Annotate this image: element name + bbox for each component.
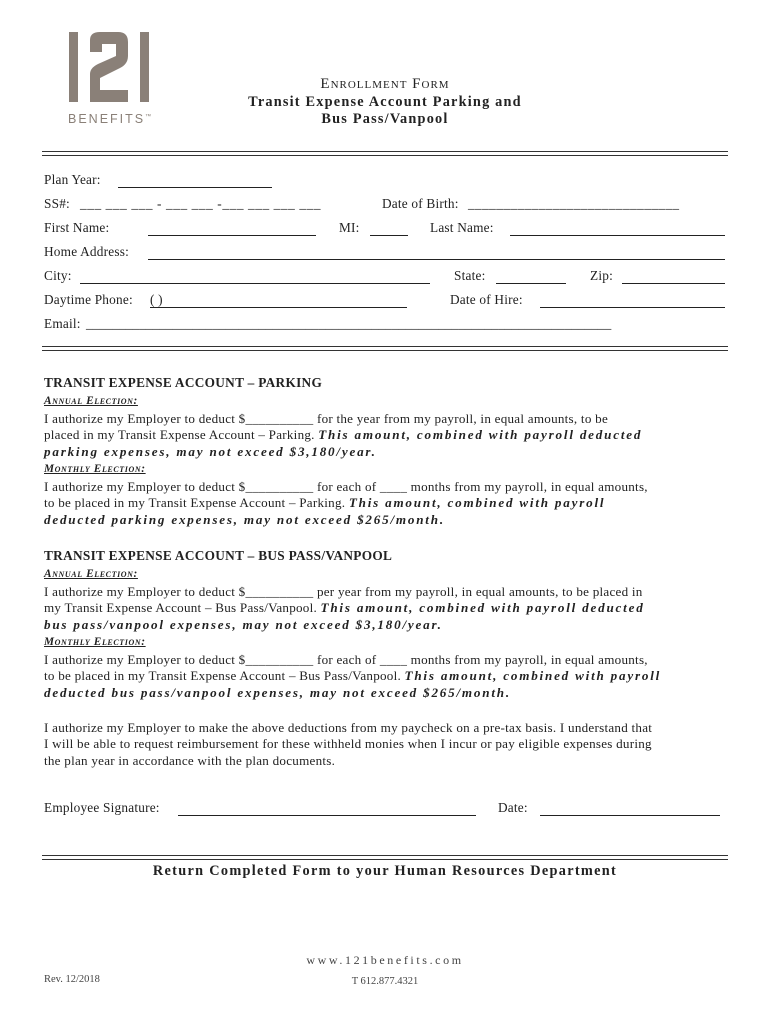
parking-monthly-text: I authorize my Employer to deduct $__________ for each of ____ months from my payroll, in equal amounts, to be placed in my Transit Expense Account – Parking. This amount, combined with payroll deducted parking expenses, may not exceed $265/month.: [44, 479, 648, 527]
phone-area-code: ( ): [150, 292, 163, 307]
dob-field[interactable]: ______________________________: [468, 196, 680, 211]
employee-signature-label: Employee Signature:: [44, 800, 160, 815]
state-field[interactable]: [496, 283, 566, 284]
parking-annual-text: I authorize my Employer to deduct $__________ for the year from my payroll, in equal amounts, to be placed in my Transit Expense Account – Parking. This amount, combined with payroll deducted parking expenses, may not exceed $3,180/year.: [44, 411, 643, 459]
ss-label: SS#:: [44, 196, 70, 211]
home-address-field[interactable]: [148, 259, 725, 260]
return-instructions: Return Completed Form to your Human Resources Department: [152, 863, 618, 879]
form-title: Enrollment Form: [320, 76, 450, 92]
email-label: Email:: [44, 316, 81, 331]
footer-divider: [42, 855, 728, 860]
fields-divider: [42, 346, 728, 351]
buspass-heading: TRANSIT EXPENSE ACCOUNT – BUS PASS/VANPOOL: [44, 548, 393, 563]
buspass-monthly-label: Monthly Election:: [44, 636, 146, 648]
signature-date-label: Date:: [498, 800, 528, 815]
revision-date: Rev. 12/2018: [44, 974, 100, 985]
logo-tm: ™: [145, 113, 152, 120]
header-divider: [42, 151, 728, 156]
employee-signature-field[interactable]: [178, 815, 476, 816]
email-field[interactable]: _______________________________________________________________________________: [86, 316, 612, 331]
mi-field[interactable]: [370, 235, 408, 236]
parking-annual-label: Annual Election:: [44, 395, 138, 407]
mi-label: MI:: [339, 220, 360, 235]
first-name-label: First Name:: [44, 220, 110, 235]
date-of-hire-label: Date of Hire:: [450, 292, 523, 307]
buspass-monthly-text: I authorize my Employer to deduct $__________ for each of ____ months from my payroll, in equal amounts, to be placed in my Transit Expense Account – Bus Pass/Vanpool. This amount, combined with payroll deducted bus pass/vanpool expenses, may not exceed $265/month.: [44, 652, 662, 700]
dob-label: Date of Birth:: [382, 196, 459, 211]
date-of-hire-field[interactable]: [540, 307, 725, 308]
buspass-annual-text: I authorize my Employer to deduct $__________ per year from my payroll, in equal amounts, to be placed in my Transit Expense Account – Bus Pass/Vanpool. This amount, combined with payroll deducted bus pass/vanpool expenses, may not exceed $3,180/year.: [44, 584, 645, 632]
plan-year-field[interactable]: [118, 187, 272, 188]
daytime-phone-field[interactable]: [150, 307, 407, 308]
buspass-annual-label: Annual Election:: [44, 568, 138, 580]
city-label: City:: [44, 268, 72, 283]
form-subtitle-line1: Transit Expense Account Parking and: [248, 94, 522, 110]
authorization-paragraph: I authorize my Employer to make the above deductions from my paycheck on a pre-tax basis. I understand that I will be able to request reimbursement for these withheld monies when I incur or pay eligible expenses during the plan year in accordance with the plan documents.: [44, 720, 653, 768]
last-name-label: Last Name:: [430, 220, 494, 235]
logo-121-mark: [66, 30, 156, 106]
website-link[interactable]: www.121benefits.com: [306, 953, 464, 967]
parking-monthly-label: Monthly Election:: [44, 463, 146, 475]
daytime-phone-label: Daytime Phone:: [44, 292, 133, 307]
parking-heading: TRANSIT EXPENSE ACCOUNT – PARKING: [44, 375, 323, 390]
plan-year-label: Plan Year:: [44, 172, 101, 187]
state-label: State:: [454, 268, 486, 283]
last-name-field[interactable]: [510, 235, 725, 236]
home-address-label: Home Address:: [44, 244, 129, 259]
ss-field[interactable]: ___ ___ ___ - ___ ___ -___ ___ ___ ___: [80, 196, 322, 211]
first-name-field[interactable]: [148, 235, 316, 236]
signature-date-field[interactable]: [540, 815, 720, 816]
zip-label: Zip:: [590, 268, 613, 283]
form-subtitle-line2: Bus Pass/Vanpool: [321, 111, 449, 127]
zip-field[interactable]: [622, 283, 725, 284]
phone-number: T 612.877.4321: [351, 976, 419, 987]
city-field[interactable]: [80, 283, 430, 284]
logo-brand-text: BENEFITS: [68, 112, 146, 126]
